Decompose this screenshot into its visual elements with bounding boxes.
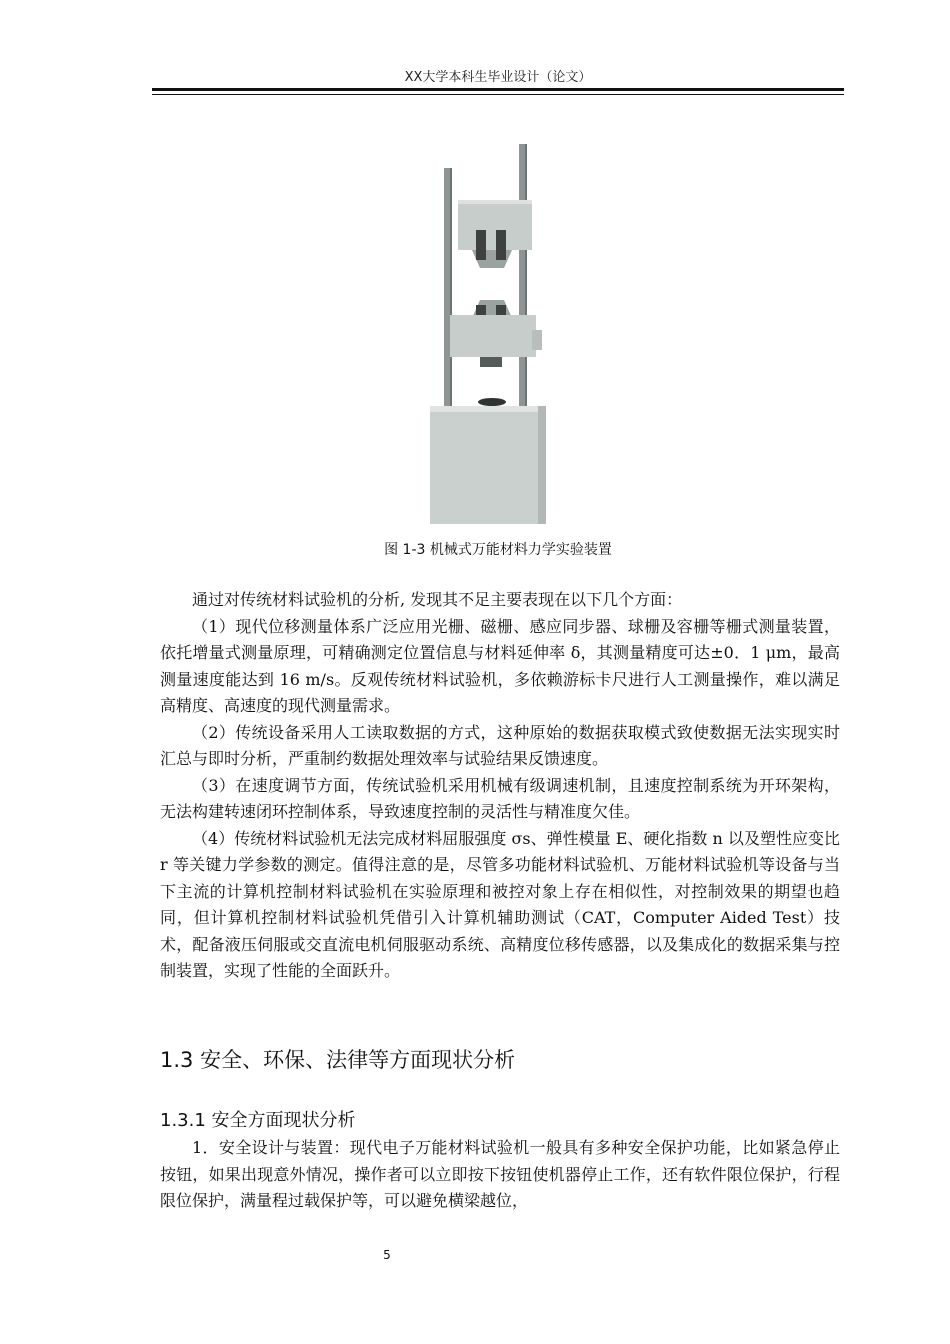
header-rule-thick: [152, 88, 844, 91]
upper-crosshead: [458, 200, 532, 250]
upper-crosshead-edge: [458, 200, 532, 204]
paragraph: 1．安全设计与装置：现代电子万能材料试验机一般具有多种安全保护功能，比如紧急停止按钮，如果出现意外情况，操作者可以立即按下按钮使机器停止工作，还有软件限位保护，行程限位保护，满量程过载保护等，可以避免横梁越位，: [160, 1138, 840, 1210]
paragraph: （1）现代位移测量体系广泛应用光栅、磁栅、感应同步器、球栅及容栅等栅式测量装置，依托增量式测量原理，可精确测定位置信息与材料延伸率 δ，其测量精度可达±0．1 μm，最高测量速度能达到 16 m/s。反观传统材料试验机，多依赖游标卡尺进行人工测量操作，难以满足高精度、高速度的现代测量需求。: [160, 616, 840, 715]
base-cabinet: [430, 406, 546, 524]
body-paragraphs-a: [160, 587, 840, 985]
body-paragraphs-b: [160, 1135, 840, 1215]
paragraph: （3）在速度调节方面，传统试验机采用机械有级调速机制，且速度控制系统为开环架构，无法构建转速闭环控制体系，导致速度控制的灵活性与精准度欠佳。: [160, 775, 840, 821]
header-rule-thin: [152, 94, 844, 95]
middle-crosshead: [450, 315, 536, 357]
right-column-shadow: [525, 144, 527, 434]
base-cabinet-top: [430, 406, 546, 412]
subsection-heading: 1.3.1 安全方面现状分析: [160, 1110, 356, 1131]
page-number: 5: [383, 1248, 391, 1262]
base-cabinet-shade: [538, 406, 546, 524]
running-header: XX大学本科生毕业设计（论文）: [404, 70, 592, 85]
paragraph: （4）传统材料试验机无法完成材料屈服强度 σs、弹性模量 E、硬化指数 n 以及塑性应变比 r 等关键力学参数的测定。值得注意的是，尽管多功能材料试验机、万能材料试验机等设备与当下主流的计算机控制材料试验机在实验原理和被控对象上存在相似性，对控制效果的期望也趋同，但计算机控制材料试验机凭借引入计算机辅助测试（CAT，Computer Aided Test）技术，配备液压伺服或交直流电机伺服驱动系统、高精度位移传感器，以及集成化的数据采集与控制装置，实现了性能的全面跃升。: [160, 828, 840, 980]
left-column-shadow: [450, 168, 452, 438]
upper-jaw-right: [496, 230, 506, 260]
base-platen: [478, 398, 506, 406]
testing-machine-figure: [420, 140, 560, 525]
section-heading: 1.3 安全、环保、法律等方面现状分析: [160, 1048, 516, 1072]
upper-jaw-left: [476, 230, 486, 260]
lower-platen: [480, 357, 502, 367]
paragraph: 通过对传统材料试验机的分析, 发现其不足主要表现在以下几个方面：: [192, 590, 683, 609]
paragraph: （2）传统设备采用人工读取数据的方式，这种原始的数据获取模式致使数据无法实现实时汇总与即时分析，严重制约数据处理效率与试验结果反馈速度。: [160, 722, 840, 768]
figure-caption: 图 1-3 机械式万能材料力学实验装置: [384, 542, 612, 558]
middle-crosshead-bracket: [532, 330, 542, 350]
